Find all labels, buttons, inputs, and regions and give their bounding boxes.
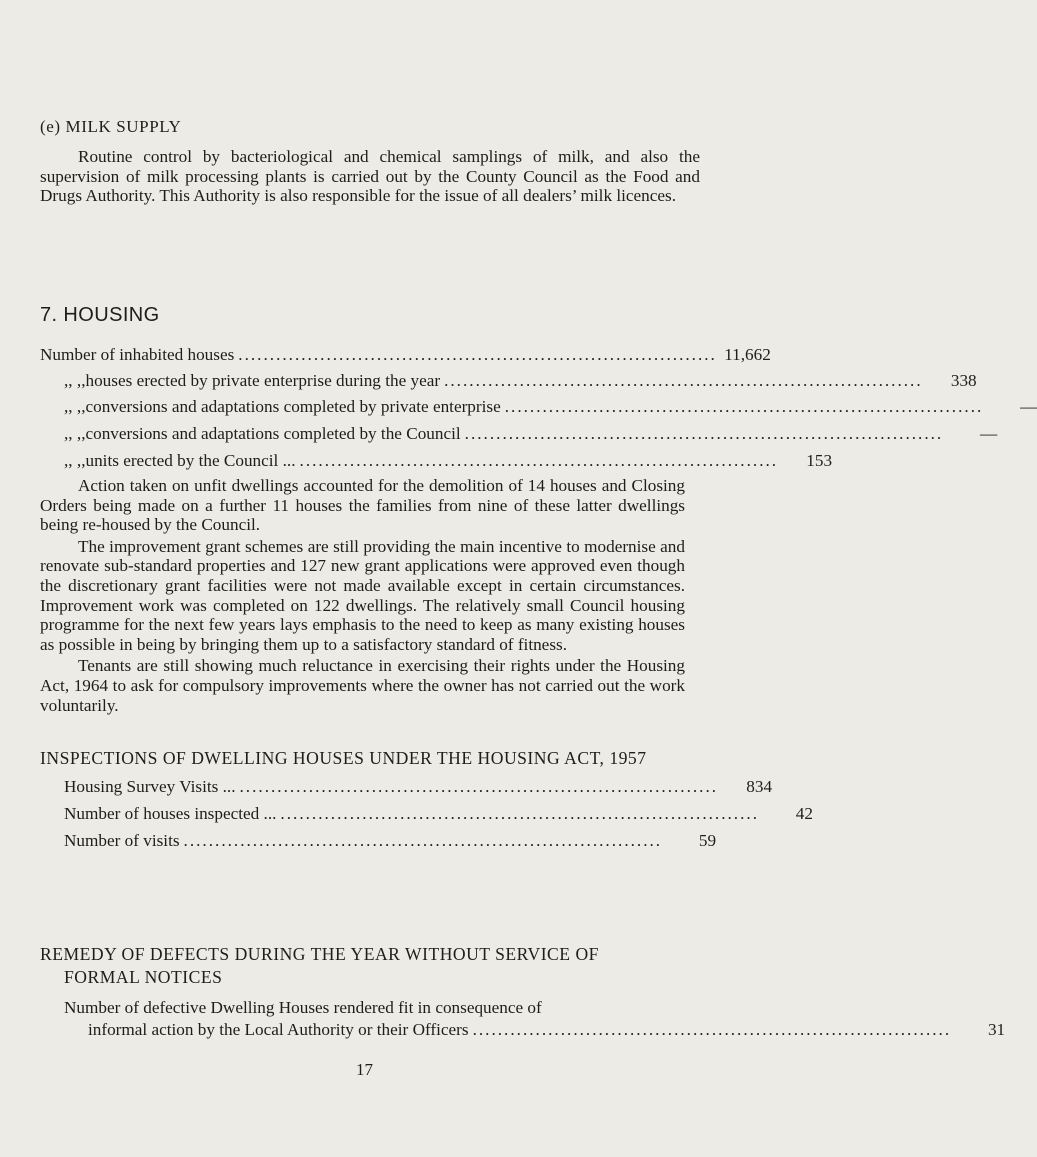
- dot-leader: ............................................................................: [464, 424, 944, 443]
- page-number: 17: [356, 1060, 373, 1079]
- milk-supply-section: [40, 147, 700, 206]
- housing-paragraphs: [40, 476, 685, 715]
- dot-leader: ............................................................................: [444, 371, 923, 390]
- inspection-row: [64, 777, 773, 797]
- dot-leader: ............................................................................: [183, 831, 663, 850]
- housing-paragraph: Tenants are still showing much reluctance in exercising their rights under the Housing Act, 1964 to ask for compulsory improvements where the owner has not carried out the work voluntarily.: [40, 656, 685, 715]
- housing-stat-value: —: [1020, 397, 1037, 416]
- remedy-heading-line: FORMAL NOTICES: [64, 967, 223, 987]
- remedy-item-value: 31: [987, 1020, 1006, 1039]
- remedy-heading-line: REMEDY OF DEFECTS DURING THE YEAR WITHOUT SERVICE OF: [40, 944, 599, 964]
- housing-stat-label: conversions and adaptations completed by the Council: [85, 424, 461, 443]
- inspection-row: [64, 831, 717, 851]
- housing-stat-value: 11,662: [724, 345, 771, 364]
- ditto-marks: ,, ,,: [64, 424, 86, 443]
- housing-stat-value: 338: [950, 371, 977, 390]
- remedy-item-row: [88, 1020, 1006, 1040]
- housing-paragraph: Action taken on unfit dwellings accounted for the demolition of 14 houses and Closing Orders being made on a further 11 houses the families from nine of these latter dwellings being re-housed by the Council.: [40, 476, 685, 535]
- housing-stat-row: [64, 397, 1037, 417]
- inspection-label: Number of visits: [64, 831, 180, 850]
- housing-stat-value: 153: [806, 451, 833, 470]
- dot-leader: ............................................................................: [239, 777, 719, 796]
- housing-stat-row: [64, 451, 833, 471]
- ditto-marks: ,, ,,: [64, 451, 86, 470]
- inspection-value: 59: [698, 831, 717, 850]
- inspections-heading: INSPECTIONS OF DWELLING HOUSES UNDER THE HOUSING ACT, 1957: [40, 748, 647, 768]
- housing-stat-value: —: [980, 424, 998, 443]
- housing-stat-row: [40, 345, 771, 365]
- inspection-row: [64, 804, 813, 824]
- dot-leader: ............................................................................: [238, 345, 717, 364]
- milk-supply-heading: (e) MILK SUPPLY: [40, 117, 182, 136]
- housing-stat-label: Number of inhabited houses: [40, 345, 235, 364]
- dot-leader: ............................................................................: [504, 397, 984, 416]
- housing-stat-row: [64, 424, 998, 444]
- milk-supply-paragraph: Routine control by bacteriological and chemical samplings of milk, and also the supervision of milk processing plants is carried out by the County Council as the Food and Drugs Authority. This Authority is also responsible for the issue of all dealers’ milk licences.: [40, 147, 700, 206]
- dot-leader: ............................................................................: [280, 804, 759, 823]
- ditto-marks: ,, ,,: [64, 397, 86, 416]
- dot-leader: ............................................................................: [299, 451, 779, 470]
- remedy-heading: [40, 944, 720, 987]
- remedy-item-text: Number of defective Dwelling Houses rendered fit in consequence of: [64, 998, 542, 1017]
- inspection-value: 42: [795, 804, 813, 823]
- inspection-value: 834: [746, 777, 773, 796]
- inspection-label: Housing Survey Visits ...: [64, 777, 236, 796]
- housing-paragraph: The improvement grant schemes are still providing the main incentive to modernise and renovate sub-standard properties and 127 new grant applications were approved even though the discretionary grant facilities were not made available except in certain circumstances. Improvement work was completed on 122 dwellings. The relatively small Council housing programme for the next few years lays emphasis to the need to keep as many existing houses as possible in being by bringing them up to a satisfactory standard of fitness.: [40, 536, 685, 654]
- inspection-label: Number of houses inspected ...: [64, 804, 277, 823]
- remedy-item-text: informal action by the Local Authority or their Officers: [88, 1020, 469, 1039]
- housing-stat-label: houses erected by private enterprise during the year: [85, 371, 441, 390]
- housing-stat-label: conversions and adaptations completed by private enterprise: [85, 397, 501, 416]
- housing-heading: 7. HOUSING: [40, 304, 160, 326]
- housing-stat-label: units erected by the Council ...: [85, 451, 296, 470]
- ditto-marks: ,, ,,: [64, 371, 86, 390]
- dot-leader: ............................................................................: [472, 1020, 952, 1039]
- remedy-item-line: [64, 998, 664, 1018]
- housing-stat-row: [64, 371, 977, 391]
